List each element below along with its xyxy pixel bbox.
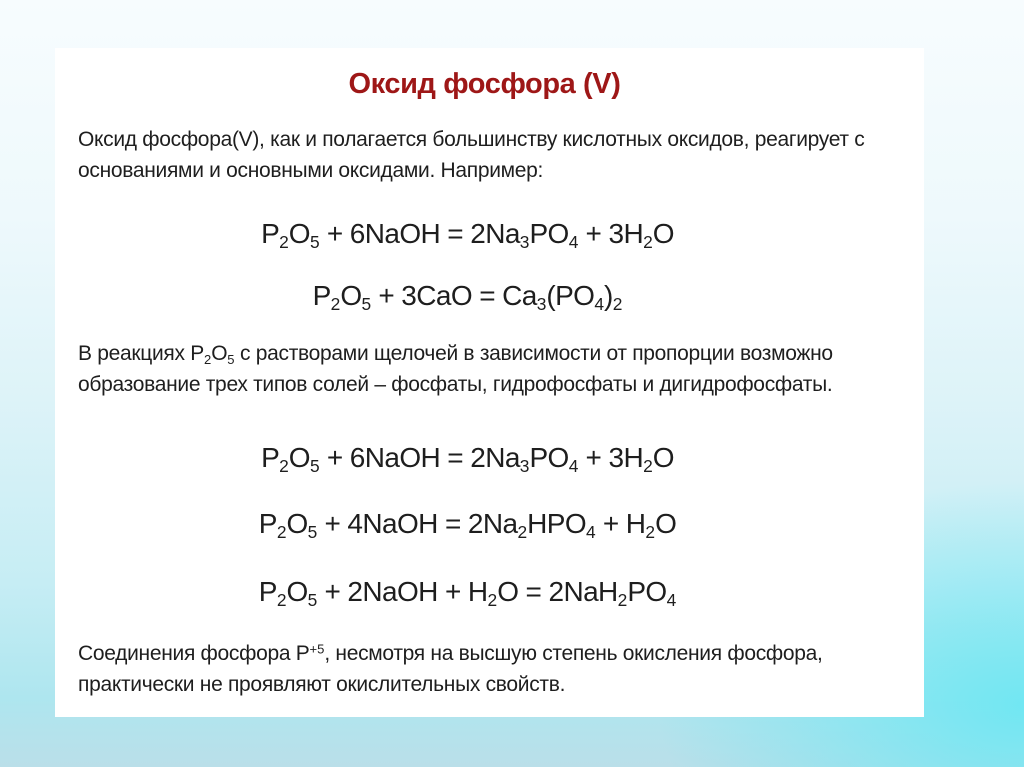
equation-hydrophosphate: $P_2O_5$ + 4NaOH = $2Na_2HPO_4 + H_2O$ [258, 508, 677, 543]
paragraph-oxidation-note: Соединения фосфора $P^{+5}$, несмотря на высшую степень окисления фосфора, практически не проявляют окислительных свойств. [78, 641, 823, 696]
paragraph-salt-types: В реакциях $P_2O_5$ с растворами щелочей в зависимости от пропорции возможно образование трех типов солей – фосфаты, гидрофосфаты и дигидрофосфаты. [78, 342, 833, 396]
paragraph-intro: Оксид фосфора(V), как и полагается большинству кислотных оксидов, реагирует с основаниями и основными оксидами. Например: [78, 128, 865, 182]
equation-dihydrophosphate: $P_2O_5$ + 2NaOH + $H_2O = 2NaH_2PO_4$ [258, 576, 677, 611]
content-panel [55, 48, 924, 717]
equation-p2o5-plus-6naoh: $P_2O_5$ + 6NaOH = $2Na_3PO_4 + 3H_2O$ [261, 218, 674, 253]
equation-p2o5-plus-3cao: $P_2O_5 + 3CaO = Ca_3(PO_4)_2$ [312, 280, 623, 315]
equation-phosphate: $P_2O_5$ + 6NaOH = $2Na_3PO_4 + 3H_2O$ [261, 442, 674, 477]
slide-title: Оксид фосфора (V) [348, 68, 621, 100]
